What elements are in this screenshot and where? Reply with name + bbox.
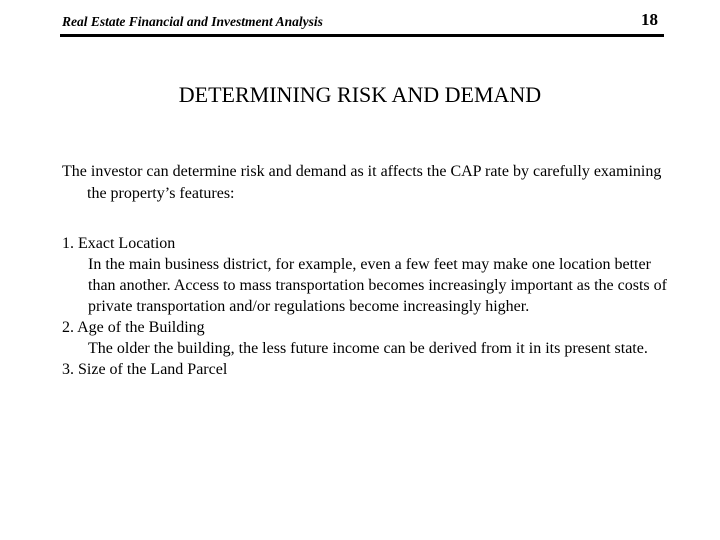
header-title: Real Estate Financial and Investment Analysis	[62, 14, 323, 29]
factor-item	[62, 359, 672, 380]
factor-item	[62, 233, 672, 317]
factor-list	[62, 233, 672, 380]
intro-paragraph: The investor can determine risk and demand as it affects the CAP rate by carefully examining the property’s features:	[62, 163, 662, 202]
slide-title: DETERMINING RISK AND DEMAND	[178, 82, 542, 107]
factor-heading: 1. Exact Location	[62, 235, 176, 252]
factor-heading: 3. Size of the Land Parcel	[62, 361, 228, 378]
page-number: 18	[641, 10, 658, 29]
factor-description: In the main business district, for example, even a few feet may make one location better than another. Access to mass transportation becomes increasingly important as the costs of private transportation and/or regulations become increasingly higher.	[88, 256, 667, 315]
header-divider	[60, 34, 664, 37]
factor-description: The older the building, the less future income can be derived from it in its present state.	[88, 340, 648, 357]
factor-heading: 2. Age of the Building	[62, 319, 205, 336]
factor-item	[62, 317, 672, 359]
